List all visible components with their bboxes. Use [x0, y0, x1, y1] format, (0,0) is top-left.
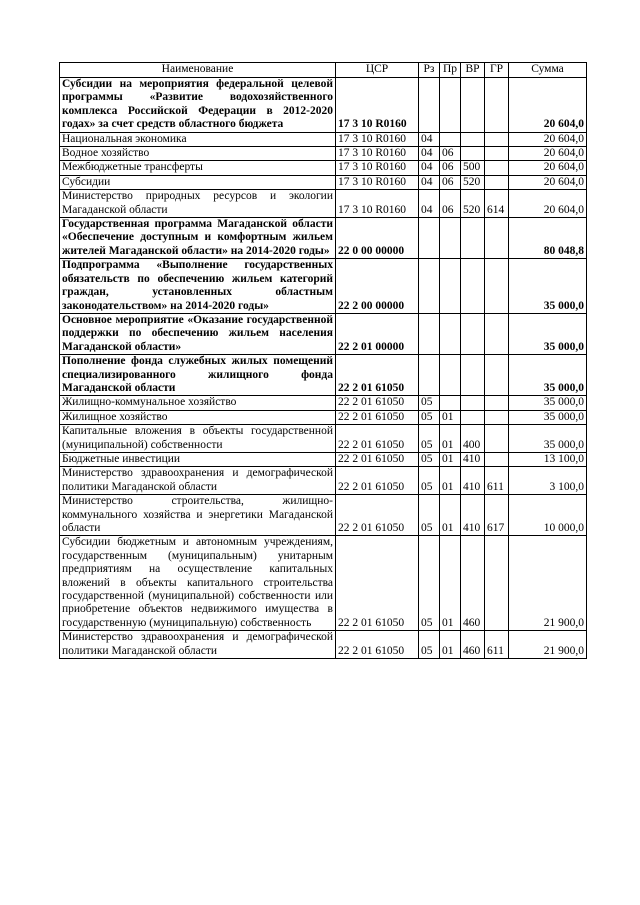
row-pr-cell: 06 [440, 190, 461, 218]
row-sum-cell: 20 604,0 [509, 147, 587, 161]
row-name-cell: Субсидии бюджетным и автономным учреждениям, государственным (муниципальным) унитарным предприятиям на осуществление капитальных вложений в объекты капитального строительства государственной (муниципальной) собственности или приобретение объектов недвижимого имущества в государственную (муниципальную) собственность [60, 536, 336, 631]
table-row [60, 190, 587, 218]
row-rz-cell: 04 [419, 175, 440, 189]
row-name-cell: Министерство природных ресурсов и экологии Магаданской области [60, 190, 336, 218]
row-sum-cell: 20 604,0 [509, 132, 587, 146]
row-gr-cell [485, 132, 509, 146]
table-row [60, 536, 587, 631]
row-gr-cell [485, 313, 509, 354]
row-rz-cell: 05 [419, 631, 440, 659]
row-sum-cell: 20 604,0 [509, 161, 587, 175]
row-gr-cell [485, 175, 509, 189]
row-rz-cell: 04 [419, 132, 440, 146]
row-gr-cell [485, 355, 509, 396]
header-row [60, 63, 587, 78]
row-pr-cell: 01 [440, 452, 461, 466]
row-name-cell: Жилищное хозяйство [60, 410, 336, 424]
row-vr-cell: 520 [461, 190, 485, 218]
row-vr-cell [461, 396, 485, 410]
row-gr-cell [485, 161, 509, 175]
row-rz-cell [419, 218, 440, 259]
row-name-cell: Пополнение фонда служебных жилых помещений специализированного жилищного фонда Магаданской области [60, 355, 336, 396]
table-row [60, 410, 587, 424]
row-name-cell: Жилищно-коммунальное хозяйство [60, 396, 336, 410]
table-row [60, 631, 587, 659]
row-name-cell: Межбюджетные трансферты [60, 161, 336, 175]
row-csr-cell: 17 3 10 R0160 [336, 78, 419, 133]
row-sum-cell: 35 000,0 [509, 410, 587, 424]
row-pr-cell [440, 218, 461, 259]
document-page [59, 62, 587, 659]
row-vr-cell [461, 410, 485, 424]
row-csr-cell: 17 3 10 R0160 [336, 190, 419, 218]
row-vr-cell [461, 78, 485, 133]
row-gr-cell: 611 [485, 467, 509, 495]
row-vr-cell: 520 [461, 175, 485, 189]
row-csr-cell: 17 3 10 R0160 [336, 132, 419, 146]
table-row [60, 147, 587, 161]
row-sum-cell: 35 000,0 [509, 425, 587, 453]
row-csr-cell: 22 2 01 61050 [336, 410, 419, 424]
row-rz-cell: 05 [419, 410, 440, 424]
row-pr-cell [440, 78, 461, 133]
row-name-cell: Подпрограмма «Выполнение государственных обязательств по обеспечению жильем категорий граждан, установленных областным законодательством» на 2014-2020 годы» [60, 259, 336, 314]
table-row [60, 396, 587, 410]
table-row [60, 313, 587, 354]
row-csr-cell: 22 2 00 00000 [336, 259, 419, 314]
row-vr-cell [461, 313, 485, 354]
row-pr-cell: 01 [440, 536, 461, 631]
row-vr-cell [461, 259, 485, 314]
row-name-cell: Государственная программа Магаданской области «Обеспечение доступным и комфортным жильем жителей Магаданской области» на 2014-2020 годы» [60, 218, 336, 259]
row-rz-cell [419, 78, 440, 133]
table-row [60, 495, 587, 536]
row-sum-cell: 10 000,0 [509, 495, 587, 536]
row-vr-cell: 410 [461, 467, 485, 495]
row-rz-cell: 04 [419, 161, 440, 175]
row-gr-cell [485, 78, 509, 133]
row-csr-cell: 22 0 00 00000 [336, 218, 419, 259]
table-row [60, 132, 587, 146]
row-name-cell: Министерство здравоохранения и демографической политики Магаданской области [60, 631, 336, 659]
row-pr-cell: 06 [440, 161, 461, 175]
row-csr-cell: 22 2 01 61050 [336, 396, 419, 410]
row-csr-cell: 22 2 01 61050 [336, 536, 419, 631]
row-csr-cell: 22 2 01 61050 [336, 355, 419, 396]
table-row [60, 175, 587, 189]
row-gr-cell [485, 396, 509, 410]
row-pr-cell: 01 [440, 495, 461, 536]
row-vr-cell: 460 [461, 536, 485, 631]
row-csr-cell: 22 2 01 61050 [336, 425, 419, 453]
row-gr-cell [485, 410, 509, 424]
row-sum-cell: 35 000,0 [509, 313, 587, 354]
table-row [60, 452, 587, 466]
row-rz-cell: 04 [419, 190, 440, 218]
row-sum-cell: 20 604,0 [509, 190, 587, 218]
row-rz-cell: 04 [419, 147, 440, 161]
row-csr-cell: 22 2 01 61050 [336, 467, 419, 495]
row-pr-cell [440, 313, 461, 354]
row-rz-cell: 05 [419, 396, 440, 410]
row-vr-cell [461, 355, 485, 396]
row-name-cell: Субсидии [60, 175, 336, 189]
row-sum-cell: 35 000,0 [509, 355, 587, 396]
table-row [60, 259, 587, 314]
row-gr-cell [485, 259, 509, 314]
row-gr-cell [485, 425, 509, 453]
row-gr-cell: 617 [485, 495, 509, 536]
row-sum-cell: 13 100,0 [509, 452, 587, 466]
row-rz-cell: 05 [419, 467, 440, 495]
row-vr-cell [461, 147, 485, 161]
table-row [60, 161, 587, 175]
row-vr-cell: 410 [461, 495, 485, 536]
row-csr-cell: 22 2 01 61050 [336, 631, 419, 659]
row-rz-cell [419, 259, 440, 314]
row-sum-cell: 3 100,0 [509, 467, 587, 495]
table-row [60, 425, 587, 453]
row-rz-cell: 05 [419, 452, 440, 466]
row-csr-cell: 22 2 01 61050 [336, 452, 419, 466]
table-row [60, 218, 587, 259]
table-row [60, 467, 587, 495]
row-rz-cell [419, 313, 440, 354]
row-gr-cell [485, 536, 509, 631]
row-gr-cell [485, 218, 509, 259]
row-vr-cell: 400 [461, 425, 485, 453]
row-gr-cell [485, 452, 509, 466]
row-csr-cell: 17 3 10 R0160 [336, 175, 419, 189]
row-rz-cell [419, 355, 440, 396]
row-rz-cell: 05 [419, 536, 440, 631]
row-vr-cell [461, 132, 485, 146]
row-sum-cell: 20 604,0 [509, 175, 587, 189]
row-name-cell: Субсидии на мероприятия федеральной целевой программы «Развитие водохозяйственного комплекса Российской Федерации в 2012-2020 годах» за счет средств областного бюджета [60, 78, 336, 133]
row-sum-cell: 35 000,0 [509, 396, 587, 410]
row-pr-cell: 06 [440, 175, 461, 189]
row-csr-cell: 17 3 10 R0160 [336, 161, 419, 175]
header-pr: Пр [440, 63, 461, 78]
row-name-cell: Капитальные вложения в объекты государственной (муниципальной) собственности [60, 425, 336, 453]
row-pr-cell: 01 [440, 467, 461, 495]
row-name-cell: Водное хозяйство [60, 147, 336, 161]
row-vr-cell: 500 [461, 161, 485, 175]
row-pr-cell [440, 396, 461, 410]
row-pr-cell [440, 259, 461, 314]
row-vr-cell: 410 [461, 452, 485, 466]
row-pr-cell: 01 [440, 410, 461, 424]
row-pr-cell: 01 [440, 631, 461, 659]
header-gr: ГР [485, 63, 509, 78]
header-vr: ВР [461, 63, 485, 78]
row-csr-cell: 22 2 01 00000 [336, 313, 419, 354]
row-sum-cell: 80 048,8 [509, 218, 587, 259]
row-pr-cell [440, 132, 461, 146]
row-gr-cell [485, 147, 509, 161]
budget-table [59, 62, 587, 659]
row-csr-cell: 22 2 01 61050 [336, 495, 419, 536]
row-pr-cell [440, 355, 461, 396]
row-sum-cell: 21 900,0 [509, 536, 587, 631]
row-sum-cell: 35 000,0 [509, 259, 587, 314]
row-gr-cell: 611 [485, 631, 509, 659]
row-vr-cell [461, 218, 485, 259]
row-rz-cell: 05 [419, 425, 440, 453]
header-csr: ЦСР [336, 63, 419, 78]
row-pr-cell: 06 [440, 147, 461, 161]
header-name: Наименование [60, 63, 336, 78]
table-row [60, 78, 587, 133]
row-name-cell: Основное мероприятие «Оказание государственной поддержки по обеспечению жильем населения Магаданской области» [60, 313, 336, 354]
header-rz: Рз [419, 63, 440, 78]
row-pr-cell: 01 [440, 425, 461, 453]
row-vr-cell: 460 [461, 631, 485, 659]
row-name-cell: Министерство здравоохранения и демографической политики Магаданской области [60, 467, 336, 495]
row-name-cell: Бюджетные инвестиции [60, 452, 336, 466]
row-rz-cell: 05 [419, 495, 440, 536]
row-sum-cell: 20 604,0 [509, 78, 587, 133]
header-sum: Сумма [509, 63, 587, 78]
row-name-cell: Национальная экономика [60, 132, 336, 146]
table-row [60, 355, 587, 396]
row-csr-cell: 17 3 10 R0160 [336, 147, 419, 161]
row-name-cell: Министерство строительства, жилищно-коммунального хозяйства и энергетики Магаданской области [60, 495, 336, 536]
table-body [60, 78, 587, 659]
row-gr-cell: 614 [485, 190, 509, 218]
row-sum-cell: 21 900,0 [509, 631, 587, 659]
